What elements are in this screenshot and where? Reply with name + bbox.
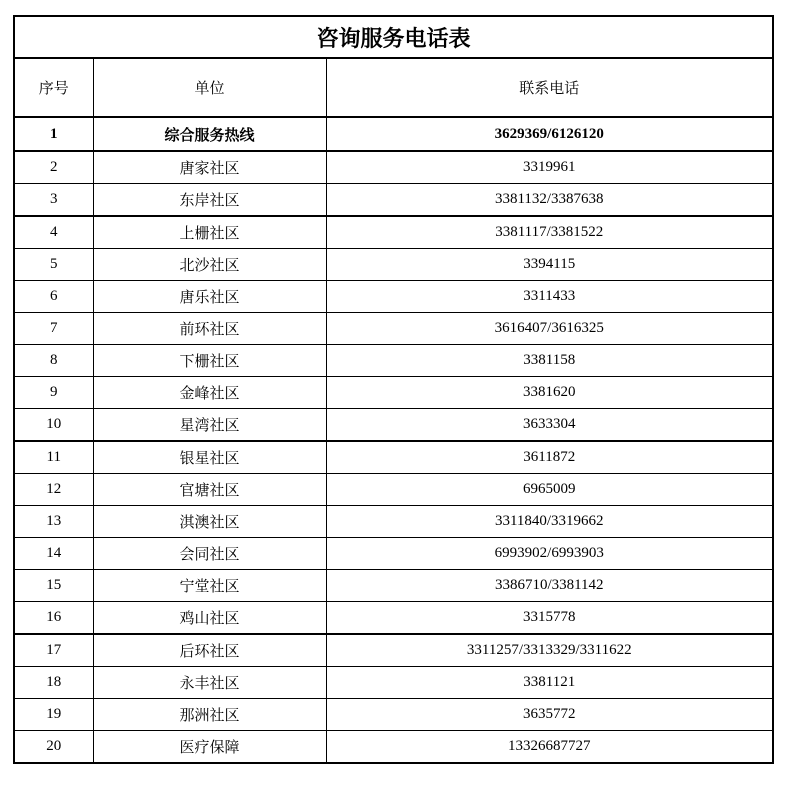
cell-unit: 北沙社区	[93, 249, 326, 281]
cell-phone: 3315778	[326, 602, 773, 635]
cell-unit: 综合服务热线	[93, 117, 326, 151]
page-title: 咨询服务电话表	[14, 16, 773, 58]
table-row	[14, 184, 773, 217]
cell-unit: 永丰社区	[93, 667, 326, 699]
cell-phone: 3381121	[326, 667, 773, 699]
cell-unit: 下栅社区	[93, 345, 326, 377]
cell-unit: 唐乐社区	[93, 281, 326, 313]
table-row	[14, 117, 773, 151]
cell-phone: 3381158	[326, 345, 773, 377]
cell-phone: 3319961	[326, 151, 773, 184]
title-row	[14, 16, 773, 58]
table-row	[14, 570, 773, 602]
table-row	[14, 249, 773, 281]
cell-unit: 上栅社区	[93, 216, 326, 249]
cell-unit: 银星社区	[93, 441, 326, 474]
table-body	[14, 117, 773, 763]
cell-phone: 6993902/6993903	[326, 538, 773, 570]
table-row	[14, 538, 773, 570]
cell-phone: 3311840/3319662	[326, 506, 773, 538]
cell-no: 6	[14, 281, 93, 313]
cell-no: 3	[14, 184, 93, 217]
table-row	[14, 506, 773, 538]
cell-phone: 3311257/3313329/3311622	[326, 634, 773, 667]
cell-unit: 星湾社区	[93, 409, 326, 442]
cell-phone: 6965009	[326, 474, 773, 506]
col-header-unit: 单位	[93, 58, 326, 117]
cell-phone: 3611872	[326, 441, 773, 474]
cell-no: 17	[14, 634, 93, 667]
cell-no: 14	[14, 538, 93, 570]
table-row	[14, 377, 773, 409]
header-row	[14, 58, 773, 117]
cell-no: 7	[14, 313, 93, 345]
cell-unit: 会同社区	[93, 538, 326, 570]
table-row	[14, 667, 773, 699]
table-row	[14, 441, 773, 474]
cell-unit: 那洲社区	[93, 699, 326, 731]
table-row	[14, 634, 773, 667]
cell-phone: 13326687727	[326, 731, 773, 764]
cell-phone: 3311433	[326, 281, 773, 313]
col-header-no: 序号	[14, 58, 93, 117]
table-row	[14, 731, 773, 764]
table-row	[14, 602, 773, 635]
table-row	[14, 699, 773, 731]
cell-no: 10	[14, 409, 93, 442]
cell-unit: 鸡山社区	[93, 602, 326, 635]
cell-no: 18	[14, 667, 93, 699]
cell-unit: 东岸社区	[93, 184, 326, 217]
cell-phone: 3381620	[326, 377, 773, 409]
cell-no: 2	[14, 151, 93, 184]
cell-no: 16	[14, 602, 93, 635]
phone-table	[13, 15, 774, 764]
cell-phone: 3616407/3616325	[326, 313, 773, 345]
cell-no: 19	[14, 699, 93, 731]
cell-phone: 3386710/3381142	[326, 570, 773, 602]
cell-no: 15	[14, 570, 93, 602]
cell-no: 13	[14, 506, 93, 538]
table-row	[14, 474, 773, 506]
cell-unit: 金峰社区	[93, 377, 326, 409]
cell-no: 9	[14, 377, 93, 409]
cell-no: 5	[14, 249, 93, 281]
cell-phone: 3635772	[326, 699, 773, 731]
cell-phone: 3629369/6126120	[326, 117, 773, 151]
cell-no: 8	[14, 345, 93, 377]
cell-no: 12	[14, 474, 93, 506]
cell-unit: 淇澳社区	[93, 506, 326, 538]
cell-phone: 3381117/3381522	[326, 216, 773, 249]
cell-no: 20	[14, 731, 93, 764]
cell-no: 1	[14, 117, 93, 151]
cell-unit: 医疗保障	[93, 731, 326, 764]
cell-phone: 3633304	[326, 409, 773, 442]
cell-no: 11	[14, 441, 93, 474]
table-row	[14, 313, 773, 345]
table-row	[14, 151, 773, 184]
cell-unit: 唐家社区	[93, 151, 326, 184]
col-header-phone: 联系电话	[326, 58, 773, 117]
table-row	[14, 281, 773, 313]
table-row	[14, 216, 773, 249]
table-row	[14, 345, 773, 377]
cell-phone: 3394115	[326, 249, 773, 281]
cell-unit: 前环社区	[93, 313, 326, 345]
cell-unit: 官塘社区	[93, 474, 326, 506]
cell-unit: 宁堂社区	[93, 570, 326, 602]
cell-unit: 后环社区	[93, 634, 326, 667]
table-row	[14, 409, 773, 442]
cell-phone: 3381132/3387638	[326, 184, 773, 217]
cell-no: 4	[14, 216, 93, 249]
